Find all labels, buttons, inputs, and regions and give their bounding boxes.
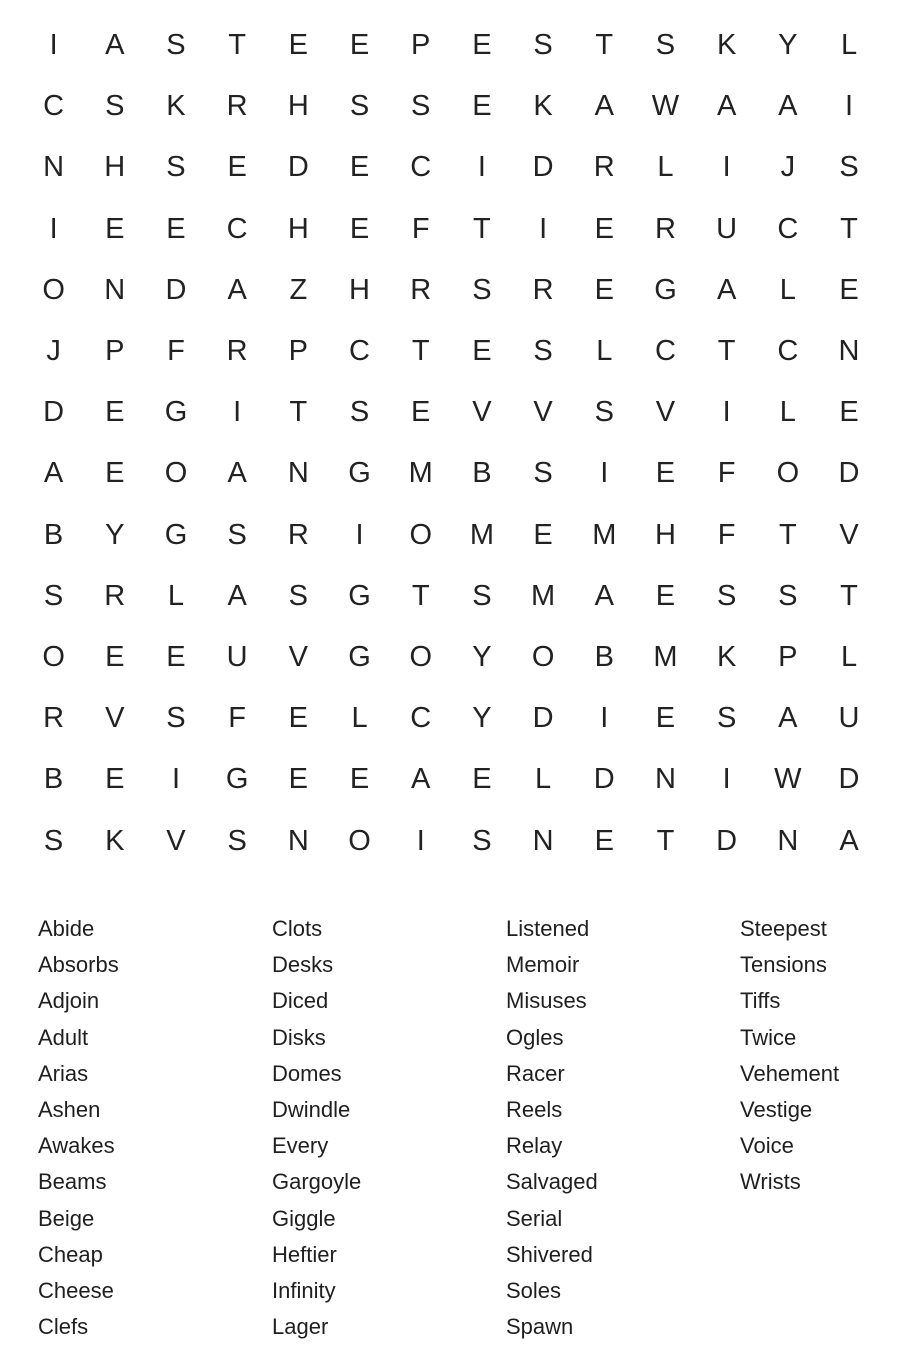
word-item: Cheap xyxy=(38,1241,103,1267)
word-item: Ogles xyxy=(506,1024,564,1050)
word-item: Domes xyxy=(272,1060,342,1086)
grid-cell[interactable]: D xyxy=(532,702,554,735)
grid-cell[interactable]: A xyxy=(594,579,614,612)
grid-cell[interactable]: T xyxy=(595,29,614,62)
grid-cell[interactable]: S xyxy=(778,579,798,612)
word-item: Desks xyxy=(272,952,334,978)
grid-cell[interactable]: E xyxy=(655,579,676,612)
grid-cell[interactable]: D xyxy=(532,151,554,184)
grid-cell[interactable]: S xyxy=(227,518,247,551)
grid-cell[interactable]: L xyxy=(779,396,796,429)
grid-cell[interactable]: R xyxy=(226,335,248,368)
grid-cell[interactable]: A xyxy=(778,702,798,735)
grid-cell[interactable]: M xyxy=(531,579,556,612)
grid-cell[interactable]: K xyxy=(716,640,737,673)
grid-cell[interactable]: V xyxy=(839,518,859,551)
grid-cell[interactable]: O xyxy=(409,518,432,551)
grid-cell[interactable]: E xyxy=(105,763,125,796)
word-item: Ashen xyxy=(38,1096,101,1122)
word-item: Awakes xyxy=(38,1133,115,1159)
grid-cell[interactable]: E xyxy=(105,640,125,673)
grid-cell[interactable]: E xyxy=(839,396,859,429)
grid-cell[interactable]: R xyxy=(593,151,615,184)
grid-cell[interactable]: T xyxy=(473,212,491,245)
grid-cell[interactable]: S xyxy=(411,90,431,123)
grid-cell[interactable]: A xyxy=(43,457,64,490)
grid-cell[interactable]: U xyxy=(716,212,738,245)
grid-cell[interactable]: T xyxy=(411,579,430,612)
grid-cell[interactable]: F xyxy=(228,702,247,735)
grid-cell[interactable]: E xyxy=(349,151,370,184)
grid-cell[interactable]: L xyxy=(840,29,858,62)
word-item: Wrists xyxy=(740,1169,801,1195)
grid-cell[interactable]: K xyxy=(716,29,737,62)
grid-cell[interactable]: M xyxy=(653,640,678,673)
word-item: Tiffs xyxy=(740,988,781,1014)
grid-cell[interactable]: S xyxy=(716,579,737,612)
word-item: Cheese xyxy=(38,1277,114,1303)
grid-cell[interactable]: O xyxy=(164,457,188,490)
grid-cell[interactable]: I xyxy=(355,518,364,551)
grid-cell[interactable]: C xyxy=(410,151,432,184)
grid-cell[interactable]: O xyxy=(409,640,432,673)
grid-cell[interactable]: V xyxy=(655,396,676,429)
word-item: Tensions xyxy=(740,952,827,978)
grid-cell[interactable]: M xyxy=(469,518,494,551)
grid-cell[interactable]: E xyxy=(839,273,859,306)
grid-cell[interactable]: E xyxy=(166,640,186,673)
grid-cell[interactable]: O xyxy=(776,457,800,490)
grid-cell[interactable]: R xyxy=(654,212,676,245)
grid-cell[interactable]: T xyxy=(289,396,308,429)
word-item: Beige xyxy=(38,1205,95,1231)
grid-cell[interactable]: E xyxy=(349,29,370,62)
grid-cell[interactable]: T xyxy=(228,29,247,62)
grid-cell[interactable]: S xyxy=(533,29,553,62)
grid-cell[interactable]: D xyxy=(838,763,860,796)
grid-cell[interactable]: B xyxy=(472,457,492,490)
grid-cell[interactable]: P xyxy=(105,335,125,368)
grid-cell[interactable]: B xyxy=(43,518,64,551)
grid-cell[interactable]: N xyxy=(838,335,860,368)
grid-cell[interactable]: E xyxy=(105,396,125,429)
grid-cell[interactable]: A xyxy=(839,824,859,857)
grid-cell[interactable]: A xyxy=(227,273,247,306)
grid-cell[interactable]: S xyxy=(43,824,64,857)
grid-cell[interactable]: O xyxy=(42,273,65,306)
grid-cell[interactable]: C xyxy=(410,702,432,735)
word-item: Beams xyxy=(38,1169,107,1195)
grid-cell[interactable]: R xyxy=(532,273,554,306)
grid-cell[interactable]: A xyxy=(105,29,125,62)
grid-cell[interactable]: E xyxy=(472,90,492,123)
grid-cell[interactable]: F xyxy=(717,518,736,551)
grid-cell[interactable]: A xyxy=(227,579,247,612)
grid-cell[interactable]: S xyxy=(105,90,125,123)
grid-cell[interactable]: E xyxy=(227,151,247,184)
grid-cell[interactable]: M xyxy=(592,518,617,551)
grid-cell[interactable]: L xyxy=(657,151,674,184)
grid-cell[interactable]: V xyxy=(166,824,186,857)
word-item: Memoir xyxy=(506,952,580,978)
grid-cell[interactable]: E xyxy=(105,457,125,490)
grid-cell[interactable]: P xyxy=(288,335,309,368)
grid-cell[interactable]: A xyxy=(227,457,247,490)
grid-cell[interactable]: E xyxy=(655,702,676,735)
grid-cell[interactable]: V xyxy=(533,396,553,429)
grid-cell[interactable]: T xyxy=(778,518,797,551)
grid-cell[interactable]: E xyxy=(288,29,309,62)
grid-cell[interactable]: I xyxy=(477,151,486,184)
grid-cell[interactable]: K xyxy=(533,90,553,123)
grid-cell[interactable]: L xyxy=(535,763,552,796)
grid-cell[interactable]: P xyxy=(411,29,431,62)
grid-cell[interactable]: S xyxy=(472,824,492,857)
grid-cell[interactable]: E xyxy=(349,763,370,796)
grid-cell[interactable]: V xyxy=(472,396,492,429)
word-item: Lager xyxy=(272,1314,329,1340)
word-item: Gargoyle xyxy=(272,1169,362,1195)
word-item: Diced xyxy=(272,988,329,1014)
grid-cell[interactable]: R xyxy=(226,90,248,123)
grid-cell[interactable]: S xyxy=(166,29,186,62)
grid-cell[interactable]: S xyxy=(349,90,370,123)
grid-cell[interactable]: P xyxy=(778,640,798,673)
grid-cell[interactable]: S xyxy=(166,151,186,184)
grid-cell[interactable]: R xyxy=(287,518,309,551)
grid-cell[interactable]: N xyxy=(777,824,799,857)
word-item: Vehement xyxy=(740,1060,840,1086)
word-item: Listened xyxy=(506,916,590,941)
grid-cell[interactable]: S xyxy=(472,579,492,612)
grid-cell[interactable]: O xyxy=(42,640,65,673)
grid-cell[interactable]: E xyxy=(288,763,309,796)
grid-cell[interactable]: N xyxy=(43,151,65,184)
grid-cell[interactable]: F xyxy=(167,335,185,368)
grid-cell[interactable]: G xyxy=(164,518,188,551)
grid-cell[interactable]: V xyxy=(288,640,309,673)
grid-cell[interactable]: N xyxy=(532,824,554,857)
grid-cell[interactable]: H xyxy=(287,212,309,245)
word-list xyxy=(38,911,888,1345)
grid-cell[interactable]: H xyxy=(104,151,126,184)
grid-cell[interactable]: W xyxy=(651,90,680,123)
word-item: Relay xyxy=(506,1133,563,1159)
word-item: Dwindle xyxy=(272,1096,351,1122)
word-column xyxy=(272,911,506,1345)
grid-cell[interactable]: H xyxy=(287,90,309,123)
grid-cell[interactable]: S xyxy=(533,457,553,490)
word-item: Twice xyxy=(740,1024,797,1050)
grid-cell[interactable]: B xyxy=(594,640,614,673)
grid-cell[interactable]: D xyxy=(716,824,738,857)
word-item: Voice xyxy=(740,1133,794,1159)
grid-cell[interactable]: E xyxy=(594,273,614,306)
grid-cell[interactable]: O xyxy=(348,824,371,857)
grid-cell[interactable]: E xyxy=(655,457,676,490)
grid-cell[interactable]: E xyxy=(166,212,186,245)
grid-cell[interactable]: E xyxy=(594,824,614,857)
letter-grid xyxy=(23,15,880,873)
grid-cell[interactable]: G xyxy=(225,763,249,796)
grid-cell[interactable]: G xyxy=(654,273,677,306)
grid-cell[interactable]: L xyxy=(596,335,613,368)
grid-cell[interactable]: Z xyxy=(289,273,308,306)
grid-cell[interactable]: Y xyxy=(778,29,798,62)
grid-cell[interactable]: T xyxy=(840,579,858,612)
grid-cell[interactable]: E xyxy=(288,702,309,735)
grid-cell[interactable]: D xyxy=(838,457,860,490)
grid-cell[interactable]: G xyxy=(348,640,371,673)
grid-cell[interactable]: C xyxy=(654,335,676,368)
grid-cell[interactable]: I xyxy=(722,396,731,429)
word-item: Soles xyxy=(506,1277,562,1303)
grid-cell[interactable]: R xyxy=(43,702,65,735)
grid-cell[interactable]: F xyxy=(717,457,736,490)
grid-cell[interactable]: A xyxy=(594,90,614,123)
grid-cell[interactable]: D xyxy=(593,763,615,796)
word-item: Reels xyxy=(506,1096,563,1122)
grid-cell[interactable]: C xyxy=(349,335,370,368)
grid-cell[interactable]: R xyxy=(410,273,432,306)
grid-cell[interactable]: N xyxy=(104,273,126,306)
grid-cell[interactable]: T xyxy=(411,335,430,368)
grid-cell[interactable]: I xyxy=(416,824,425,857)
grid-cell[interactable]: Y xyxy=(472,702,492,735)
grid-cell[interactable]: W xyxy=(774,763,802,796)
grid-cell[interactable]: C xyxy=(777,212,799,245)
word-column xyxy=(740,911,888,1345)
grid-cell[interactable]: E xyxy=(533,518,553,551)
word-item: Adjoin xyxy=(38,988,100,1014)
grid-cell[interactable]: T xyxy=(656,824,675,857)
grid-cell[interactable]: E xyxy=(105,212,125,245)
grid-cell[interactable]: A xyxy=(716,90,737,123)
grid-cell[interactable]: G xyxy=(164,396,188,429)
grid-cell[interactable]: T xyxy=(840,212,858,245)
grid-cell[interactable]: I xyxy=(600,457,609,490)
word-item: Every xyxy=(272,1133,329,1159)
grid-cell[interactable]: L xyxy=(351,702,368,735)
grid-cell[interactable]: I xyxy=(539,212,548,245)
grid-cell[interactable]: L xyxy=(167,579,185,612)
grid-cell[interactable]: E xyxy=(594,212,614,245)
grid-cell[interactable]: E xyxy=(472,763,492,796)
word-item: Vestige xyxy=(740,1096,813,1122)
grid-cell[interactable]: K xyxy=(166,90,186,123)
grid-cell[interactable]: C xyxy=(777,335,799,368)
grid-cell[interactable]: I xyxy=(845,90,854,123)
grid-cell[interactable]: L xyxy=(840,640,858,673)
grid-cell[interactable]: I xyxy=(49,29,58,62)
grid-cell[interactable]: E xyxy=(472,29,492,62)
grid-cell[interactable]: U xyxy=(226,640,248,673)
grid-cell[interactable]: N xyxy=(287,457,309,490)
word-item: Disks xyxy=(272,1024,326,1050)
grid-cell[interactable]: S xyxy=(533,335,553,368)
grid-cell[interactable]: C xyxy=(43,90,65,123)
grid-cell[interactable]: J xyxy=(780,151,796,184)
grid-cell[interactable]: A xyxy=(716,273,737,306)
grid-cell[interactable]: K xyxy=(105,824,125,857)
grid-cell[interactable]: S xyxy=(472,273,492,306)
grid-cell[interactable]: C xyxy=(226,212,248,245)
grid-cell[interactable]: F xyxy=(411,212,430,245)
word-item: Salvaged xyxy=(506,1169,598,1195)
word-item: Giggle xyxy=(272,1205,336,1231)
word-item: Clots xyxy=(272,916,323,941)
word-item: Infinity xyxy=(272,1277,336,1303)
grid-cell[interactable]: S xyxy=(716,702,737,735)
word-item: Arias xyxy=(38,1060,89,1086)
word-item: Serial xyxy=(506,1205,563,1231)
word-item: Adult xyxy=(38,1024,89,1050)
grid-cell[interactable]: N xyxy=(287,824,309,857)
word-item: Absorbs xyxy=(38,952,119,978)
word-item: Shivered xyxy=(506,1241,593,1267)
grid-cell[interactable]: Y xyxy=(472,640,492,673)
grid-cell[interactable]: G xyxy=(348,579,371,612)
grid-cell[interactable]: H xyxy=(349,273,370,306)
grid-cell[interactable]: J xyxy=(46,335,61,368)
grid-cell[interactable]: S xyxy=(288,579,309,612)
grid-cell[interactable]: A xyxy=(778,90,798,123)
word-item: Clefs xyxy=(38,1314,89,1340)
grid-cell[interactable]: I xyxy=(49,212,58,245)
grid-cell[interactable]: E xyxy=(349,212,370,245)
grid-cell[interactable]: U xyxy=(838,702,860,735)
grid-cell[interactable]: O xyxy=(531,640,555,673)
grid-cell[interactable]: E xyxy=(472,335,492,368)
grid-cell[interactable]: D xyxy=(165,273,187,306)
grid-cell[interactable]: S xyxy=(839,151,859,184)
grid-cell[interactable]: B xyxy=(43,763,64,796)
grid-cell[interactable]: D xyxy=(287,151,309,184)
grid-cell[interactable]: D xyxy=(43,396,65,429)
grid-cell[interactable]: L xyxy=(779,273,796,306)
grid-cell[interactable]: Y xyxy=(105,518,125,551)
word-item: Misuses xyxy=(506,988,587,1014)
grid-cell[interactable]: G xyxy=(348,457,371,490)
grid-cell[interactable]: I xyxy=(171,763,180,796)
word-item: Racer xyxy=(506,1060,565,1086)
grid-cell[interactable]: I xyxy=(600,702,609,735)
word-column xyxy=(506,911,740,1345)
grid-cell[interactable]: I xyxy=(722,763,731,796)
grid-cell[interactable]: S xyxy=(349,396,370,429)
grid-cell[interactable]: N xyxy=(654,763,676,796)
grid-cell[interactable]: V xyxy=(105,702,125,735)
grid-cell[interactable]: I xyxy=(233,396,242,429)
grid-cell[interactable]: S xyxy=(166,702,186,735)
word-item: Abide xyxy=(38,916,95,941)
word-item: Heftier xyxy=(272,1241,337,1267)
grid-cell[interactable]: M xyxy=(408,457,433,490)
grid-cell[interactable]: E xyxy=(411,396,431,429)
grid-cell[interactable]: I xyxy=(722,151,731,184)
word-column xyxy=(38,911,272,1345)
grid-cell[interactable]: R xyxy=(104,579,126,612)
grid-cell[interactable]: S xyxy=(655,29,676,62)
grid-cell[interactable]: T xyxy=(717,335,736,368)
grid-cell[interactable]: A xyxy=(411,763,431,796)
grid-cell[interactable]: S xyxy=(227,824,247,857)
grid-cell[interactable]: H xyxy=(654,518,676,551)
grid-cell[interactable]: S xyxy=(43,579,64,612)
word-item: Steepest xyxy=(740,916,827,941)
grid-cell[interactable]: S xyxy=(594,396,614,429)
word-item: Spawn xyxy=(506,1314,574,1340)
